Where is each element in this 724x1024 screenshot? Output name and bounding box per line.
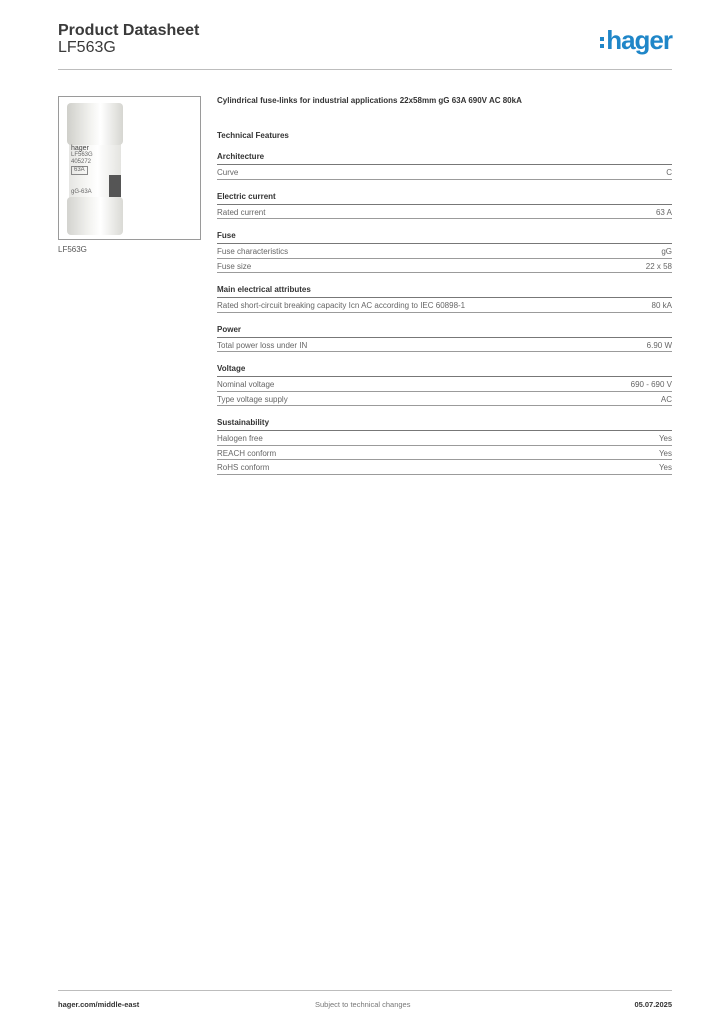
spec-label: Curve bbox=[217, 168, 239, 177]
spec-value: C bbox=[666, 168, 672, 177]
spec-value: 80 kA bbox=[651, 301, 672, 310]
spec-group-title: Electric current bbox=[217, 192, 672, 205]
fuse-cap-top bbox=[67, 103, 123, 145]
product-details bbox=[217, 96, 672, 475]
spec-value: gG bbox=[661, 247, 672, 256]
document-title: Product Datasheet bbox=[58, 22, 200, 39]
spec-group bbox=[217, 285, 672, 313]
page-header bbox=[58, 22, 672, 70]
spec-label: Rated current bbox=[217, 207, 266, 217]
spec-label: Halogen free bbox=[217, 434, 263, 443]
technical-features-heading: Technical Features bbox=[217, 131, 289, 140]
fuse-label-brand: hager bbox=[71, 145, 89, 152]
spec-row bbox=[217, 259, 672, 274]
fuse-label-line: 405272 bbox=[71, 159, 92, 165]
spec-group-title: Main electrical attributes bbox=[217, 285, 672, 298]
fuse-label-line: 63A bbox=[71, 166, 88, 175]
spec-row bbox=[217, 165, 672, 180]
product-description: Cylindrical fuse-links for industrial applications 22x58mm gG 63A 690V AC 80kA bbox=[217, 96, 522, 105]
fuse-dark-band bbox=[109, 175, 121, 197]
spec-row bbox=[217, 460, 672, 475]
spec-label: RoHS conform bbox=[217, 463, 270, 472]
spec-group bbox=[217, 231, 672, 273]
footer-website-link[interactable]: hager.com/middle-east bbox=[58, 1000, 140, 1009]
spec-value: 6.90 W bbox=[646, 340, 672, 350]
spec-label: Type voltage supply bbox=[217, 394, 288, 404]
spec-group-title: Power bbox=[217, 325, 672, 338]
spec-label: Fuse size bbox=[217, 261, 252, 271]
spec-group-title: Voltage bbox=[217, 364, 672, 377]
spec-value: AC bbox=[660, 394, 672, 404]
spec-value: 22 x 58 bbox=[645, 261, 672, 271]
product-code-subtitle: LF563G bbox=[58, 39, 116, 56]
spec-label: REACH conform bbox=[217, 448, 277, 458]
spec-group bbox=[217, 152, 672, 180]
spec-value: Yes bbox=[658, 463, 672, 472]
footer-note: Subject to technical changes bbox=[315, 1000, 411, 1009]
spec-label: Nominal voltage bbox=[217, 380, 275, 389]
spec-group-title: Sustainability bbox=[217, 418, 672, 431]
image-caption: LF563G bbox=[58, 245, 87, 254]
spec-label: Rated short-circuit breaking capacity Icn AC according to IEC 60898-1 bbox=[217, 301, 466, 310]
spec-row bbox=[217, 392, 672, 407]
spec-row bbox=[217, 431, 672, 446]
fuse-label-line: gG-63A bbox=[71, 189, 92, 195]
spec-group bbox=[217, 192, 672, 220]
spec-value: 690 - 690 V bbox=[630, 380, 672, 389]
spec-row bbox=[217, 446, 672, 461]
hager-logo bbox=[600, 27, 672, 53]
fuse-printed-label bbox=[71, 145, 93, 196]
fuse-label-line: LF563G bbox=[71, 152, 93, 158]
spec-row bbox=[217, 205, 672, 220]
spec-row bbox=[217, 338, 672, 353]
spec-group bbox=[217, 325, 672, 353]
footer-date: 05.07.2025 bbox=[634, 1000, 672, 1009]
page-footer bbox=[58, 990, 672, 1010]
spec-label: Total power loss under IN bbox=[217, 340, 308, 350]
spec-group-title: Fuse bbox=[217, 231, 672, 244]
spec-group bbox=[217, 418, 672, 475]
spec-group-title: Architecture bbox=[217, 152, 672, 165]
spec-label: Fuse characteristics bbox=[217, 247, 289, 256]
logo-dots-icon bbox=[600, 37, 604, 48]
spec-row bbox=[217, 298, 672, 313]
spec-value: Yes bbox=[658, 448, 672, 458]
product-image bbox=[58, 96, 201, 240]
spec-value: 63 A bbox=[655, 207, 672, 217]
fuse-cap-bottom bbox=[67, 197, 123, 235]
spec-value: Yes bbox=[658, 434, 672, 443]
spec-group bbox=[217, 364, 672, 406]
technical-groups bbox=[217, 152, 672, 475]
spec-row bbox=[217, 377, 672, 392]
spec-row bbox=[217, 244, 672, 259]
logo-text: hager bbox=[606, 25, 672, 55]
